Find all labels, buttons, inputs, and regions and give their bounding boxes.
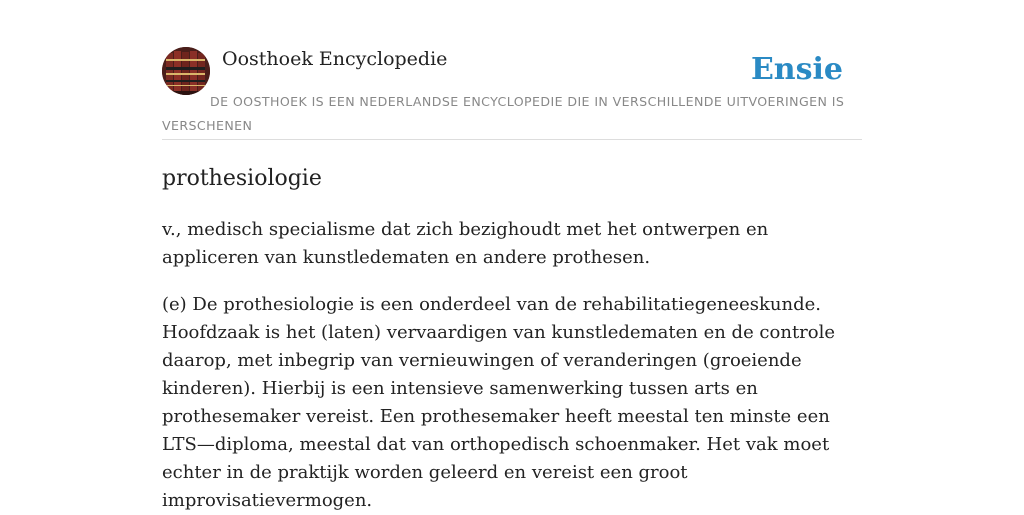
encyclopedia-books-avatar[interactable] (162, 47, 210, 95)
page-container (162, 0, 862, 511)
site-title[interactable]: Oosthoek Encyclopedie (222, 48, 448, 70)
ensie-logo-link[interactable]: Ensie (750, 52, 843, 87)
entry-title: prothesiologie (162, 166, 322, 191)
entry-definition: v., medisch specialisme dat zich bezighoudt met het ontwerpen en appliceren van kunstledematen en andere prothesen. (162, 219, 769, 268)
site-tagline: DE OOSTHOEK IS EEN NEDERLANDSE ENCYCLOPEDIE DIE IN VERSCHILLENDE UITVOERINGEN IS VERSCHENEN (162, 94, 845, 133)
entry-description: (e) De prothesiologie is een onderdeel van de rehabilitatiegeneeskunde. Hoofdzaak is het (laten) vervaardigen van kunstledematen en de controle daarop, met inbegrip van vernieuwingen of veranderingen (groeiende kinderen). Hierbij is een intensieve samenwerking tussen arts en prothesemaker vereist. Een prothesemaker heeft meestal ten minste een LTS—diploma, meestal dat van orthopedisch schoenmaker. Het vak moet echter in de praktijk worden geleerd en vereist een groot improvisatievermogen. (162, 294, 836, 511)
books-icon (162, 47, 210, 95)
site-header (162, 0, 862, 140)
